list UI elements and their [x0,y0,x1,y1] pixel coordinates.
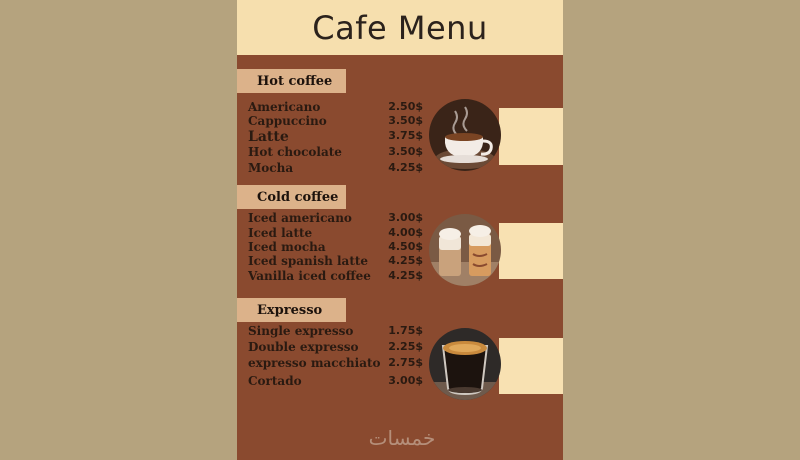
menu-item: Cappuccino 3.50$ [248,114,423,128]
cold-coffee-band [499,223,563,279]
menu-item: Vanilla iced coffee 4.25$ [248,269,423,283]
watermark: خمسات [368,426,436,450]
menu-item: Single expresso 1.75$ [248,324,423,338]
hot-coffee-cup-photo [429,99,501,171]
menu-item: Iced americano 3.00$ [248,211,423,225]
menu-item: expresso macchiato 2.75$ [248,356,423,370]
cafe-menu [237,0,563,460]
menu-item: Latte 3.75$ [248,129,423,145]
section-title-expresso: Expresso [237,298,346,322]
espresso-glass-photo [429,328,501,400]
section-title-hot-coffee: Hot coffee [237,69,346,93]
section-title-cold-coffee: Cold coffee [237,185,346,209]
menu-item: Mocha 4.25$ [248,161,423,175]
menu-header [237,0,563,55]
menu-item: Americano 2.50$ [248,100,423,114]
menu-item: Iced spanish latte 4.25$ [248,254,423,268]
iced-drinks-photo [429,214,501,286]
menu-item: Cortado 3.00$ [248,374,423,388]
expresso-band [499,338,563,394]
menu-item: Hot chocolate 3.50$ [248,145,423,159]
menu-item: Iced latte 4.00$ [248,226,423,240]
menu-item: Double expresso 2.25$ [248,340,423,354]
menu-item: Iced mocha 4.50$ [248,240,423,254]
hot-coffee-band [499,108,563,165]
menu-title: Cafe Menu [312,8,488,47]
